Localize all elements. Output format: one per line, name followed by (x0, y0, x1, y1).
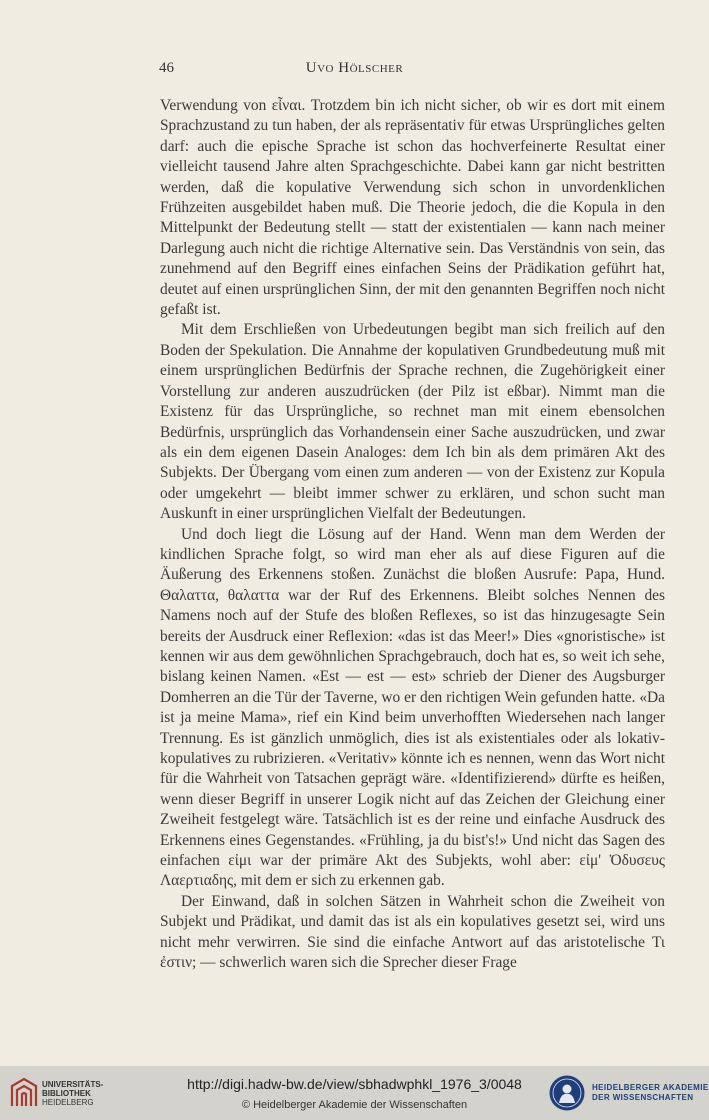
academy-name: HEIDELBERGER AKADEMIE DER WISSENSCHAFTEN (592, 1083, 709, 1102)
page-header (0, 60, 709, 80)
document-url-link[interactable]: http://digi.hadw-bw.de/view/sbhadwphkl_1976_3/0048 (187, 1076, 522, 1092)
paragraph-1: Verwendung von εἶναι. Trotzdem bin ich nicht sicher, ob wir es dort mit einem Sprachzustand zu tun haben, der als repräsentativ für etwas Ursprüngliches gelten darf: auch die epische Sprache ist schon das hochverfeinerte Resultat einer vielleicht tausend Jahre alten Sprachgeschichte. Dabei kann gar nicht bestritten werden, daß die kopulative Verwendung sich schon in unvordenklichen Frühzeiten ausgebildet haben muß. Die Theorie jedoch, die die Kopula in den Mittelpunkt der Bedeutung stellt — statt der existentialen — kann nach meiner Darlegung auch nicht die richtige Alternative sein. Das Verständnis von sein, das zunehmend auf den Begriff eines einfachen Seins der Prädikation geführt hat, deutet auf einen ursprünglichen Sinn, der mit den genannten Begriffen noch nicht gefaßt ist. (160, 97, 665, 319)
copyright-notice: © Heidelberger Akademie der Wissenschaften (241, 1099, 468, 1111)
paragraph-3: Und doch liegt die Lösung auf der Hand. Wenn man dem Werden der kindlichen Sprache folgt, so wird man eher als auf diese Figuren auf die Äußerung des Erkennens stoßen. Zunächst die bloßen Ausrufe: Papa, Hund. Θαλαττα, θαλαττα war der Ruf des Erkennens. Bleibt solches Nennen des Namens noch auf der Stufe des bloßen Reflexes, so ist das hinzugesagte Sein bereits der Ausdruck einer Reflexion: «das ist das Meer!» Dies «gnoristische» ist kennen wir aus dem gewöhnlichen Sprachgebrauch, doch hat es, so weit ich sehe, bislang keinen Namen. «Est — est — est» schrieb der Diener des Augsburger Domherren an die Tür der Taverne, wo er den richtigen Wein gefunden hatte. «Da ist ja meine Mama», rief ein Kind beim unverhofften Wiedersehen nach langer Trennung. Es ist gänzlich unmöglich, dies ist als existentiales oder als lokativ-kopulatives zu rubrizieren. «Veritativ» könnte ich es nennen, wenn das Wort nicht für die Wahrheit von Tatsachen geprägt wäre. «Identifizierend» dürfte es heißen, wenn dieser Begriff in unserer Logik nicht auf das Zeichen der Gleichung einer Zweiheit festgelegt wäre. Tatsächlich ist es der reine und einfache Ausdruck des Erkennens eines Gegenstandes. «Frühling, ja du bist's!» Und nicht das Sagen des einfachen εἰμι war der primäre Akt des Subjekts, wohl aber: εἰμ' Ὀδυσευς Λαερτιαδης, mit dem er sich zu erkennen gab. (160, 525, 665, 890)
library-name: UNIVERSITÄTS- BIBLIOTHEK HEIDELBERG (42, 1080, 104, 1107)
viewer-footer (0, 1066, 709, 1120)
paragraph-4: Der Einwand, daß in solchen Sätzen in Wahrheit schon die Zweiheit von Subjekt und Prädikat, und damit das ist als ein kopulatives gesetzt sei, wird uns nicht mehr verwirren. Sie sind die einfache Antwort auf das aristotelische Τι ἐστιν; — schwerlich waren sich die Sprecher dieser Frage (160, 892, 665, 972)
running-head: Uvo Hölscher (305, 60, 404, 76)
page-number: 46 (159, 60, 174, 76)
paragraph-2: Mit dem Erschließen von Urbedeutungen begibt man sich freilich auf den Boden der Spekulation. Die Annahme der kopulativen Grundbedeutung muß mit einem ursprünglichen Bedürfnis der Sprache rechnen, die Zugehörigkeit einer Vorstellung zur anderen auszudrücken (der Pilz ist eßbar). Nimmt man die Existenz für das Ursprüngliche, so rechnet man mit einem ebensolchen Bedürfnis, ursprünglich das Vorhandensein einer Sache auszudrücken, und zwar als ein dem eigenen Dasein Analoges: dem Ich bin als dem primären Akt des Subjekts. Der Übergang vom einen zum anderen — von der Existenz zur Kopula oder umgekehrt — bleibt immer schwer zu erklären, und schon sucht man Auskunft in einer ursprünglichen Vielfalt der Bedeutungen. (160, 321, 665, 523)
body-text (160, 96, 665, 973)
academy-seal-icon (548, 1074, 586, 1112)
